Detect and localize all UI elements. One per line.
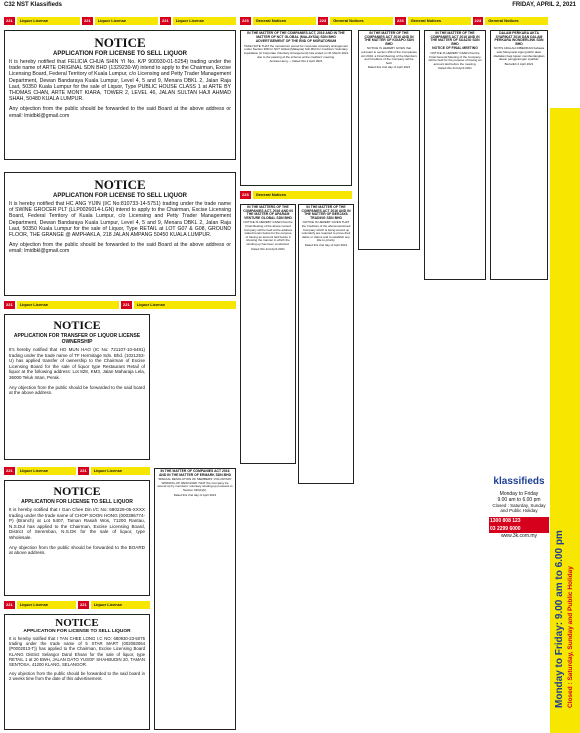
- notice-body: SPECIAL RESOLUTION OF MEMBERS' VOLUNTARY WINDING-UP. RESOLVED THAT the Company be wound up by members' voluntary winding-up pursuant to Section 439(1)(b).: [157, 477, 233, 492]
- notice-title: NOTICE: [53, 484, 101, 498]
- site-url: www.3k.com.my: [500, 533, 538, 539]
- notice-body: It is hereby notified that I TAN CHEE LONG I.C NO: 680930-23-5075 trading under the trade name of 5 STAR MART (002093064 (P0002013-T)) has applied to the Chairman, Excise Licensing Board KLANG District Selangor Darul Ehsan for the sale of liquor, type RETAIL 1 at 20 BWH, JALAN DATO YUSOF SHAHBUDIN 20, TAMAN SENTOSA, 41200 KLANG, SELANGOR.: [9, 636, 145, 668]
- notice-body: It is hereby notified that I Gan Chee Din I/C No: 680229-05-XXXX trading under the trade name of CHOP SOON HONG (000395774-P) (Branch) at Lot 5407, Taman Rasah Wos, 71200 Rantau, N.S.Dul has applied to the Chairman, Excise Licensing Board, District of Seremban, N.S.DK for the sale of liquor, type Wholesale.: [9, 507, 146, 540]
- notice-body-objection: Any objection from the public should be forwarded to the said Board at the above address or email: lmidbkl@gmail.com: [9, 242, 231, 255]
- notice-body: It is hereby notified that FELICIA CHUA SHIN YI No. K/P 900930-01-5254) trading under the trade name of ARTE ORIGINAL SDN BHD (1329230-W) intend to apply to the Chairman, Excise Licensing Board, Federal Territory of Kuala Lumpur, c/o Licensing and Petty Trader Management Department, Dewan Bandaraya Kuala Lumpur, Level 4, 5 and 9, Menara DBKL 2, Jalan Raja Laut, 50350 Kuala Lumpur for the sale of Liquor, Type PUBLIC HOUSE CLASS 1 at ARTE BY THOMAS CHAN, ARTE MONT KIARA, TOWER 2, LEVEL 46, JALAN SULTAN HAJI AHMAD SHAH, 50480 KUALA LUMPUR.: [9, 59, 231, 103]
- notice-heading: IN THE MATTER OF THE COMPANIES ACT 2016 AND IN THE MATTER OF KOIAPO SDN BHD: [364, 31, 414, 46]
- page-section-name: C32 NST Klassifieds: [4, 2, 63, 8]
- page-header: [0, 0, 580, 10]
- notice-title: NOTICE: [94, 35, 146, 50]
- liquor-notice-1: [4, 30, 236, 160]
- notice-body: NOTIS ADALAH DIBERIKAN bahawa satu Mesyuarat Agung Akhir akan diadakan bagi tujuan membentangkan akaun penggulungan syarikat.: [493, 46, 545, 62]
- notice-body: It is hereby notified that HC ANG YIJIN (I/C No:810733-14-5751) trading under the trade name of SWINE GROCER PLT (LLP0026014-LGN) intend to apply to the Chairman, Excise Licensing Board, Federal Territory of Kuala Lumpur, c/o Licensing and Petty Trader Management Department, Dewan Bandaraya Kuala Lumpur, Level 4, 5 and 9, Menara DBKL 2, Jalan Raja Laut, 50350 Kuala Lumpur for the sale of Liquor, Type RETAIL at LOT G07 & G08, GROUND FLOOR, THE GRANGE @ AMPHAKLA, 218 JALAN AMPANG 50450 KUALA LUMPUR.: [9, 201, 231, 239]
- notice-body-objection: Any objection from the public should be forwarded to the said board in 2 weeks time from the date of this advertisement.: [9, 671, 145, 682]
- notice-title: NOTICE OF FINAL MEETING: [432, 46, 478, 51]
- category-header-notices-2: 223 General Notices: [240, 190, 352, 200]
- general-notice-6: [298, 204, 354, 484]
- brand-logo: klassifieds: [493, 476, 545, 487]
- notice-body-objection: Any objection from the public should be forwarded to the said board at the above address.: [9, 384, 145, 396]
- phone-2: 03 2299 6000: [489, 525, 549, 533]
- brand-line3: Closed : Saturday, Sunday and Public Holiday: [492, 503, 546, 513]
- notice-sign: Dated this 2nd day of April 2021: [304, 242, 348, 247]
- notice-body-objection: Any objection from the public should be forwarded to the said Board at the above address or email: lmidbkl@gmail.com: [9, 106, 231, 119]
- notice-body: NOTICE IS HEREBY GIVEN that the Final Meeting of the above named Company will be held at the address stated herein below for the purpose of having an account laid before it showing the manner in which the winding up has been conducted.: [243, 220, 293, 246]
- notice-subtitle: APPLICATION FOR LICENSE TO SELL LIQUOR: [52, 193, 187, 199]
- liquor-notice-4: [4, 480, 150, 596]
- liquor-notice-5: [4, 614, 150, 730]
- side-banner: [550, 108, 580, 733]
- closed-text: Closed : Saturday, Sunday and Public Holiday: [567, 566, 574, 708]
- general-notice-2: [358, 30, 420, 250]
- notice-sign: Andrew Heng — Dated this 2 April 2021: [269, 59, 323, 64]
- notice-body: NOTICE IS HEREBY GIVEN THAT the Creditors of the abovementioned Company which is being wound up voluntarily are required to prove their debts or claims and to establish any title to priority.: [301, 220, 351, 243]
- category-header-liquor-3: 221 Liquor License 221 Liquor License: [4, 466, 150, 476]
- notice-sign: Dated this 2nd day of April 2021: [367, 65, 411, 70]
- page-date: FRIDAY, APRIL 2, 2021: [512, 2, 576, 8]
- general-notice-7: [154, 468, 236, 730]
- phone-1: 1300 808 123: [489, 517, 549, 525]
- liquor-notice-3: [4, 314, 150, 460]
- general-notice-1: [240, 30, 352, 186]
- notice-subtitle: APPLICATION FOR TRANSFER OF LIQUOR LICENSE OWNERSHIP: [13, 333, 141, 345]
- notice-body: TAKE NOTE THAT the moratorium period for corporate voluntary arrangement under Section 398 for NCT Global (Malaysia) Sdn Bhd for Creditors' Voluntary Liquidation (A Corporate Voluntary Arrangement) has ended on 31 March 2021 due to the passing of the scheme at the creditors' meeting.: [243, 43, 349, 59]
- brand-line1: Monday to Friday: [499, 491, 539, 497]
- notice-heading: IN THE MATTER OF THE COMPANIES ACT 2016 AND IN THE MATTER OF SUAZIO SDN BHD: [430, 31, 480, 46]
- general-notice-3: [424, 30, 486, 280]
- notice-title: NOTICE: [53, 318, 101, 332]
- hours-text: Monday to Friday: 9.00 am to 6.00 pm: [554, 530, 565, 708]
- notice-sign: Dated this 2nd day of April 2021: [173, 492, 217, 497]
- notice-heading: DALAM PERKARA AKTA SYARIKAT 2016 DAN DALAM PERKARA WONDERLINK SDN BHD: [494, 31, 544, 46]
- notice-body: NOTICE IS HEREBY GIVEN that the Final General Meeting of the Company will be held for the purpose of having an account laid before the meeting.: [428, 50, 482, 66]
- general-notice-5: [240, 204, 296, 464]
- notice-sign: Dated this 2nd April 2021: [438, 66, 472, 71]
- brand-line2: 9.00 am to 6.00 pm: [497, 497, 541, 503]
- notice-body: NOTICE IS HEREBY GIVEN that pursuant to section 459 of the Companies Act 2016, a Final Meeting of the Members and Creditors of the Company will be held.: [361, 46, 417, 65]
- notice-heading: IN THE MATTER OF COMPANIES ACT 2016 AND IN THE MATTER OF ERMARK SDN BHD: [158, 469, 232, 477]
- notice-heading: IN THE MATTER OF THE COMPANIES ACT, 2016 AND IN THE MATTER OF NCT GLOBAL (MALAYSIA) SDN BHD: [247, 31, 345, 39]
- notice-title: NOTICE: [55, 617, 99, 629]
- notice-body-objection: Any objection from the public should be forwarded to the BOARD at above address.: [9, 544, 145, 556]
- notice-heading: IN THE MATTERS OF THE COMPANIES ACT, 2016 AND IN THE MATTER OF APARAM VENTURE GLOBAL SDN BHD: [243, 205, 293, 220]
- notice-subtitle: APPLICATION FOR LICENSE TO SELL LIQUOR: [52, 51, 187, 57]
- notice-title: NOTICE: [94, 177, 146, 192]
- notice-subtitle: APPLICATION FOR LICENSE TO SELL LIQUOR: [23, 629, 131, 634]
- general-notice-4: [490, 30, 548, 280]
- category-header-liquor-2: 221 Liquor License 221 Liquor License: [4, 300, 236, 310]
- category-header-liquor: 221 Liquor License 221 Liquor License 221 Liquor License: [4, 16, 236, 26]
- notice-sign: Dated this 2nd April 2021: [251, 246, 285, 251]
- klassifieds-brand: [489, 476, 549, 539]
- category-header-notices: 223 General Notices 223 General Notices 223 General Notices 223 General Notices: [240, 16, 548, 26]
- notice-heading: IN THE MATTER OF THE COMPANIES ACT 2016 AND IN THE MATTER OF BERJAYA TRADING SDN BHD: [301, 205, 351, 220]
- notice-body: It's hereby notified that HO MUN HAO (IC No: 721107-10-6481) trading under the trade name of TF Hermitage Sdn. Bhd. (1021253-U) has applied transfer of ownership to the Chairman of Excise Licensing Board for the sale of liquor type Restaurant Retail of liquor at the following address: Lot 828, KM3, Jalan Maharaja Lela, 36000 Teluk Intan, Perak.: [9, 347, 145, 380]
- notice-subtitle: APPLICATION FOR LICENSE TO SELL LIQUOR: [21, 499, 133, 505]
- notice-title: ADVERTISEMENT OF THE END OF MORATORIUM: [255, 39, 337, 44]
- notice-sign: Bertarikh 2 April 2021: [504, 61, 534, 66]
- category-header-liquor-4: 221 Liquor License 221 Liquor License: [4, 600, 150, 610]
- liquor-notice-2: [4, 172, 236, 296]
